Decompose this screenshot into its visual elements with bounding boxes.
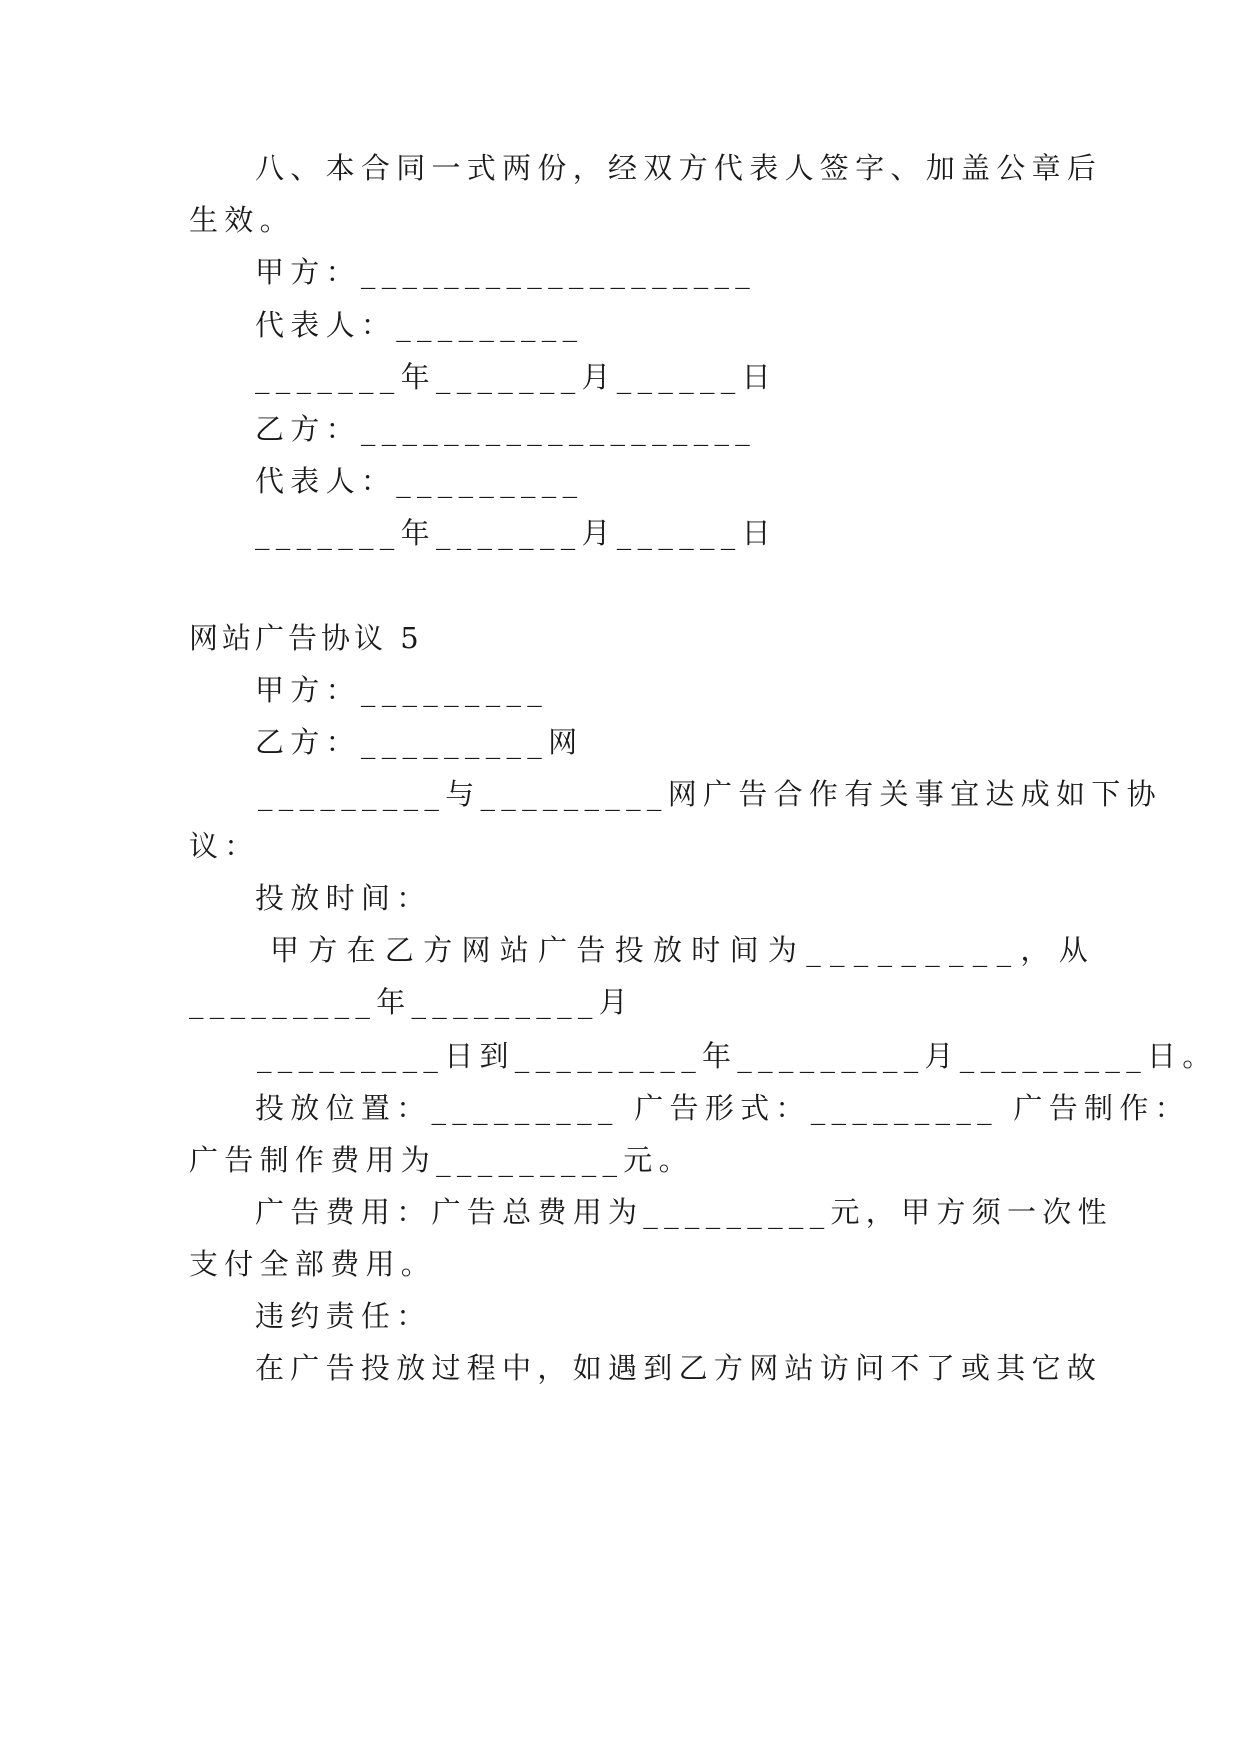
fee-line2: 支付全部费用。 (189, 1247, 437, 1281)
party-b-date: _______年_______月______日 (255, 516, 777, 550)
time-line1: 甲方在乙方网站广告投放时间为_________，从 (270, 933, 1098, 967)
agreement-title: 网站广告协议 5 (189, 621, 423, 655)
party-a-signature: 甲方：___________________ (255, 255, 757, 289)
article8-line2: 生效。 (189, 203, 295, 237)
party-a-representative: 代表人：_________ (255, 308, 584, 342)
agreement-party-a: 甲方：_________ (255, 673, 549, 707)
breach-heading: 违约责任： (255, 1299, 432, 1333)
party-b-representative: 代表人：_________ (255, 464, 584, 498)
placement-time-heading: 投放时间： (255, 881, 432, 915)
article8-line1: 八、本合同一式两份，经双方代表人签字、加盖公章后 (255, 151, 1103, 185)
time-line3: _________日到_________年_________月_________日。 (257, 1039, 1218, 1073)
party-b-signature: 乙方：___________________ (255, 412, 757, 446)
time-line2: _________年_________月 (189, 985, 634, 1019)
placement-line1: 投放位置：_________ 广告形式：_________ 广告制作： (255, 1091, 1190, 1125)
placement-line2: 广告制作费用为_________元。 (189, 1143, 694, 1177)
fee-line1: 广告费用：广告总费用为_________元，甲方须一次性 (255, 1195, 1113, 1229)
intro-line2: 议： (189, 829, 260, 863)
agreement-party-b: 乙方：_________网 (255, 725, 584, 759)
party-a-date: _______年_______月______日 (255, 360, 777, 394)
intro-line1: _________与_________网广告合作有关事宜达成如下协 (258, 777, 1162, 811)
breach-line1: 在广告投放过程中，如遇到乙方网站访问不了或其它故 (255, 1351, 1103, 1385)
